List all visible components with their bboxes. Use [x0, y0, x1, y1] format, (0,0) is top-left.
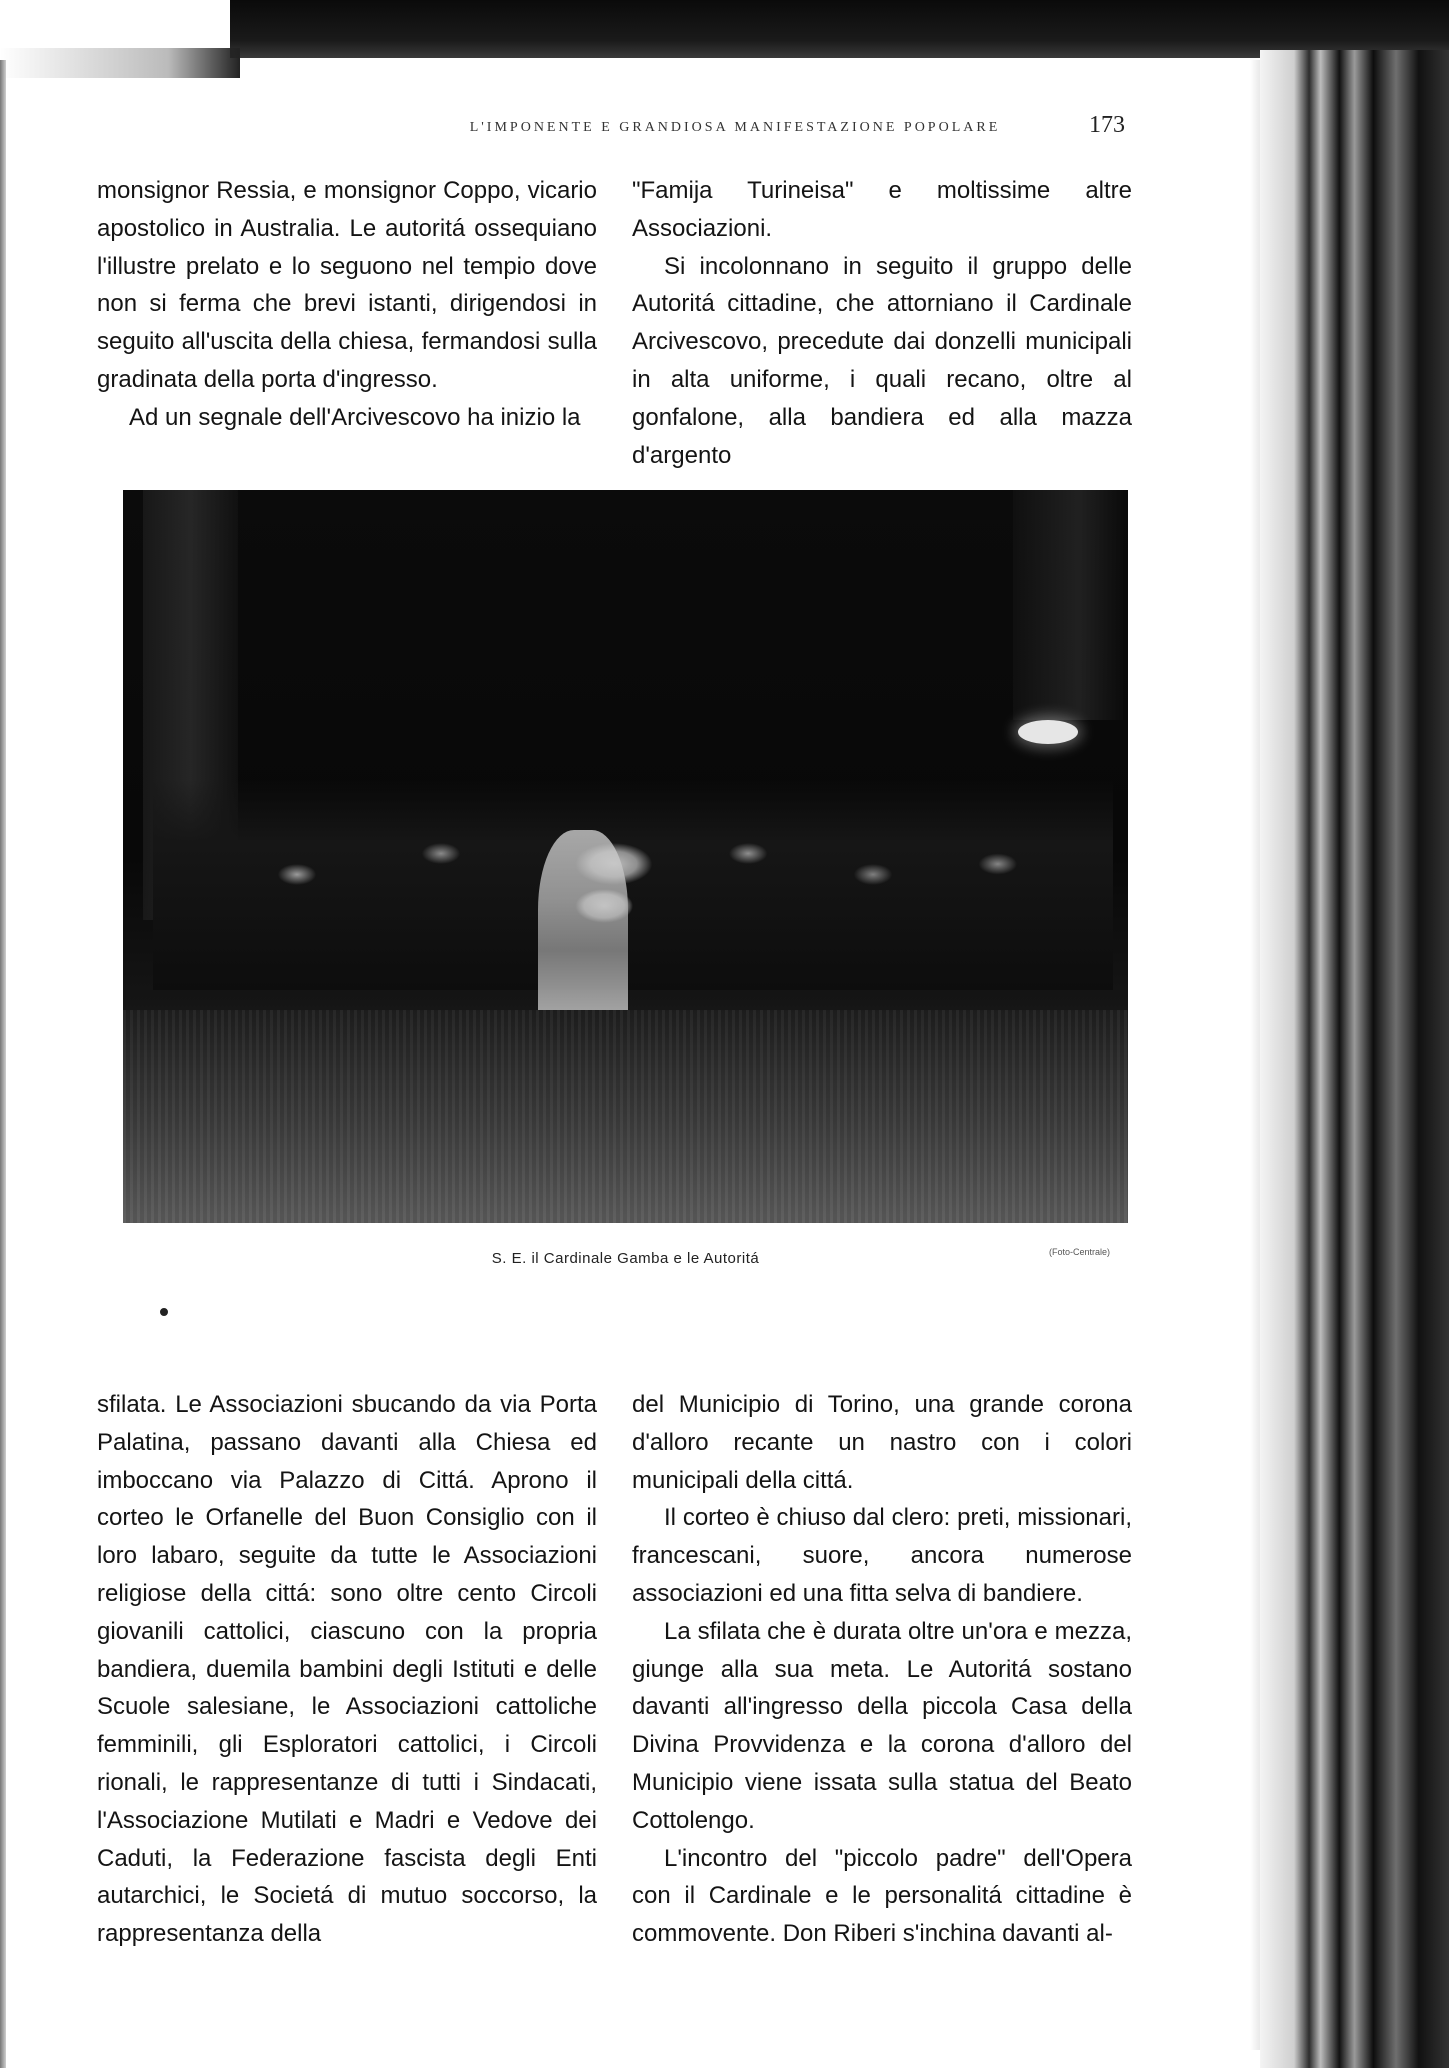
print-mark [158, 1306, 169, 1317]
photo-caption: S. E. il Cardinale Gamba e le Autoritá [491, 1250, 760, 1267]
photo-lamp [1018, 720, 1078, 744]
text-column-right-bottom [632, 1386, 1132, 1953]
page-edge-left [0, 60, 6, 2068]
paragraph: L'incontro del "piccolo padre" dell'Opera con il Cardinale e le personalitá cittadine è commovente. Don Riberi s'inchina davanti al- [632, 1844, 1132, 1948]
text-column-left-bottom [97, 1386, 597, 1953]
binding-shadow-fade [0, 48, 240, 78]
photo-cardinal-figure [538, 830, 628, 1030]
paragraph: Ad un segnale dell'Arcivescovo ha inizio la [129, 403, 581, 431]
paragraph: del Municipio di Torino, una grande corona d'alloro recante un nastro con i colori municipali della cittá. [632, 1391, 1132, 1494]
running-header: L'IMPONENTE E GRANDIOSA MANIFESTAZIONE POPOLARE [469, 120, 1001, 135]
paragraph: monsignor Ressia, e monsignor Coppo, vicario apostolico in Australia. Le autoritá ossequiano l'illustre prelato e lo seguono nel tempio dove non si ferma che brevi istanti, dirigendosi in seguito all'uscita della chiesa, fermandosi sulla gradinata della porta d'ingresso. [97, 177, 597, 393]
photo-pillar-right [1013, 490, 1123, 720]
photo-steps [123, 1010, 1128, 1223]
paragraph: La sfilata che è durata oltre un'ora e mezza, giunge alla sua meta. Le Autoritá sostano davanti all'ingresso della piccola Casa della Divina Provvidenza e la corona d'alloro del Municipio viene issata sulla statua del Beato Cottolengo. [632, 1617, 1132, 1834]
paragraph: Si incolonnano in seguito il gruppo delle Autoritá cittadine, che attorniano il Cardinale Arcivescovo, precedute dai donzelli municipali in alta uniforme, i quali recano, oltre al gonfalone, alla bandiera ed alla mazza d'argento [632, 252, 1132, 469]
page-stack-edge-right [1260, 50, 1449, 2068]
text-column-right-top [632, 172, 1132, 474]
photo-crowd [153, 780, 1113, 990]
photograph [123, 490, 1128, 1223]
page-number: 173 [1089, 112, 1125, 138]
paragraph: sfilata. Le Associazioni sbucando da via Porta Palatina, passano davanti alla Chiesa ed imboccano via Palazzo di Cittá. Aprono il corteo le Orfanelle del Buon Consiglio con il loro labaro, seguite da tutte le Associazioni religiose della cittá: sono oltre cento Circoli giovanili cattolici, ciascuno con la propria bandiera, duemila bambini degli Istituti e delle Scuole salesiane, le Associazioni cattoliche femminili, gli Esploratori cattolici, i Circoli rionali, le rappresentanze di tutti i Sindacati, l'Associazione Mutilati e Madri e Vedove dei Caduti, la Federazione fascista degli Enti autarchici, le Societá di mutuo soccorso, la rappresentanza della [97, 1391, 597, 1948]
paragraph: "Famija Turineisa" e moltissime altre Associazioni. [632, 177, 1132, 242]
text-column-left-top [97, 172, 597, 437]
paragraph: Il corteo è chiuso dal clero: preti, missionari, francescani, suore, ancora numerose associazioni ed una fitta selva di bandiere. [632, 1504, 1132, 1607]
photo-credit: (Foto-Centrale) [1048, 1247, 1110, 1257]
